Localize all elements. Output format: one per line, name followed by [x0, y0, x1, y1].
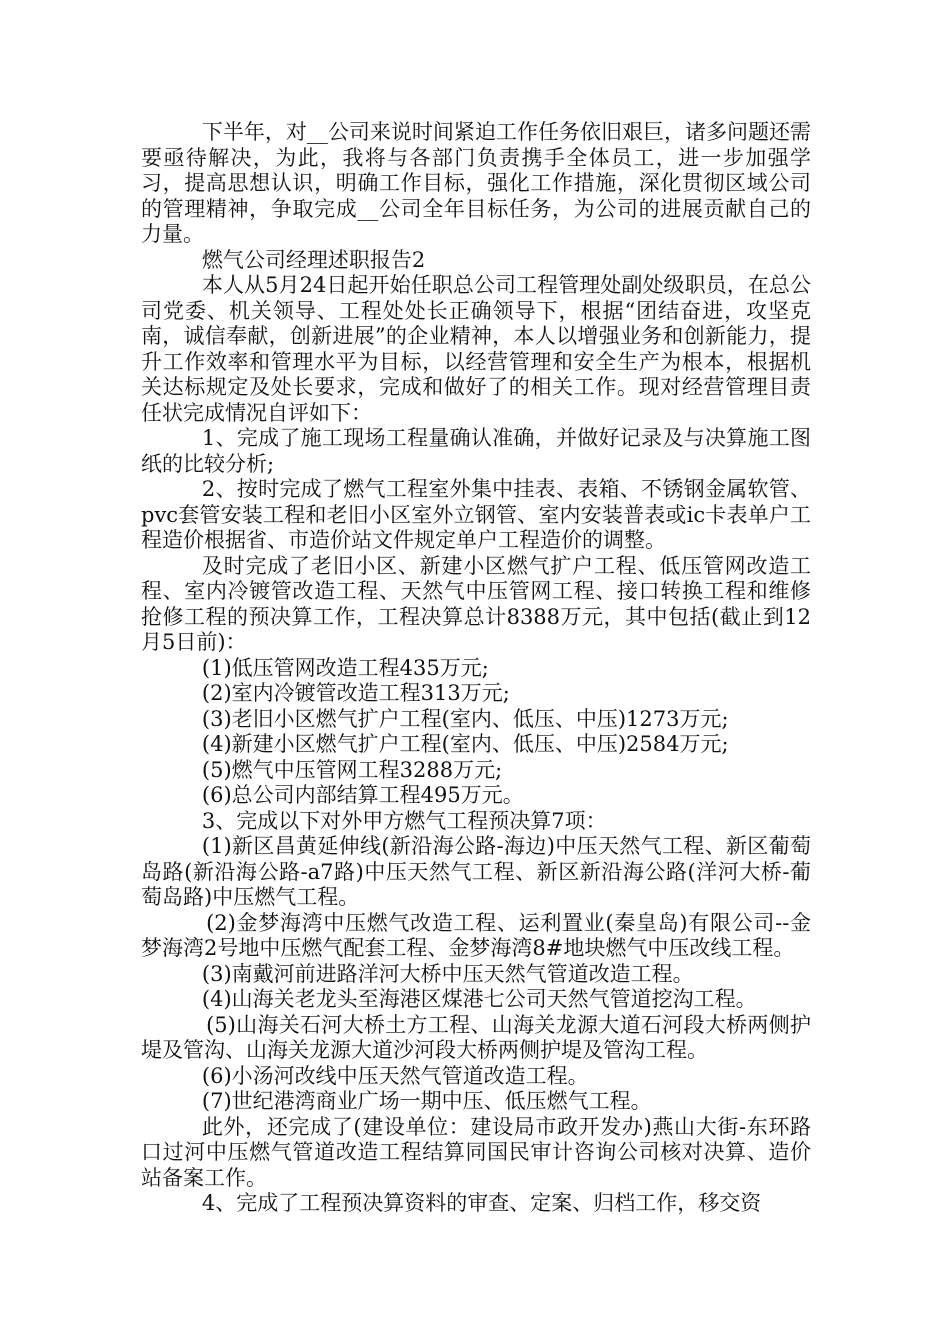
list-item-budget-6: (6)总公司内部结算工程495万元。: [201, 783, 524, 807]
paragraph-second-half-summary: 下半年，对__公司来说时间紧迫工作任务依旧艰巨，诸多问题还需要亟待解决，为此，我将与各部门负责携手全体员工，进一步加强学习，提高思想认识，明确工作目标，强化工作措施，深化贯彻区域公司的管理精神，争取完成__公司全年目标任务，为公司的进展贡献自己的力量。: [141, 120, 811, 246]
paragraph-budget-summary: 及时完成了老旧小区、新建小区燃气扩户工程、低压管网改造工程、室内冷镀管改造工程、天然气中压管网工程、接口转换工程和维修抢修工程的预决算工作，工程决算总计8388万元，其中包括(截止到12月5日前)：: [141, 553, 811, 654]
paragraph-item-3: 3、完成以下对外甲方燃气工程预决算7项：: [201, 808, 607, 833]
paragraph-item-2: 2、按时完成了燃气工程室外集中挂表、表箱、不锈钢金属软管、pvc套管安装工程和老旧小区室外立钢管、室内安装普表或ic卡表单户工程造价根据省、市造价站文件规定单户工程造价的调整。: [141, 477, 811, 552]
list-item-project-1: (1)新区昌黄延伸线(新沿海公路-海边)中压天然气工程、新区葡萄岛路(新沿海公路-a7路)中压天然气工程、新区新沿海公路(洋河大桥-葡萄岛路)中压燃气工程。: [141, 834, 811, 909]
list-item-project-2: (2)金梦海湾中压燃气改造工程、运利置业(秦皇岛)有限公司--金梦海湾2号地中压燃气配套工程、金梦海湾8#地块燃气中压改线工程。: [141, 910, 811, 960]
list-item-budget-4: (4)新建小区燃气扩户工程(室内、低压、中压)2584万元;: [201, 732, 729, 756]
document-body: [141, 120, 811, 1217]
list-item-budget-1: (1)低压管网改造工程435万元;: [201, 655, 489, 680]
list-item-budget-5: (5)燃气中压管网工程3288万元;: [201, 757, 503, 782]
list-item-project-5: (5)山海关石河大桥土方工程、山海关龙源大道石河段大桥两侧护堤及管沟、山海关龙源大道沙河段大桥两侧护堤及管沟工程。: [141, 1012, 811, 1062]
paragraph-item-1: 1、完成了施工现场工程量确认准确，并做好记录及与决算施工图纸的比较分析;: [141, 426, 811, 476]
paragraph-item-4: 4、完成了工程预决算资料的审查、定案、归档工作，移交资: [201, 1191, 762, 1215]
section-title: 燃气公司经理述职报告2: [201, 247, 426, 272]
list-item-budget-2: (2)室内冷镀管改造工程313万元;: [201, 681, 510, 705]
paragraph-intro: 本人从5月24日起开始任职总公司工程管理处副处级职员，在总公司党委、机关领导、工程处处长正确领导下，根据“团结奋进，攻坚克南，诚信奉献，创新进展”的企业精神，本人以增强业务和创新能力，提升工作效率和管理水平为目标，以经营管理和安全生产为根本，根据机关达标规定及处长要求，完成和做好了的相关工作。现对经营管理目责任状完成情况自评如下：: [141, 273, 811, 425]
list-item-project-3: (3)南戴河前进路洋河大桥中压天然气管道改造工程。: [201, 961, 694, 986]
list-item-project-6: (6)小汤河改线中压天然气管道改造工程。: [201, 1063, 589, 1088]
list-item-project-4: (4)山海关老龙头至海港区煤港七公司天然气管道挖沟工程。: [201, 987, 757, 1011]
paragraph-additional-work: 此外，还完成了(建设单位：建设局市政开发办)燕山大街-东环路口过河中压燃气管道改造工程结算同国民审计咨询公司核对决算、造价站备案工作。: [141, 1114, 811, 1190]
list-item-budget-3: (3)老旧小区燃气扩户工程(室内、低压、中压)1273万元;: [201, 706, 729, 731]
list-item-project-7: (7)世纪港湾商业广场一期中压、低压燃气工程。: [201, 1089, 652, 1113]
